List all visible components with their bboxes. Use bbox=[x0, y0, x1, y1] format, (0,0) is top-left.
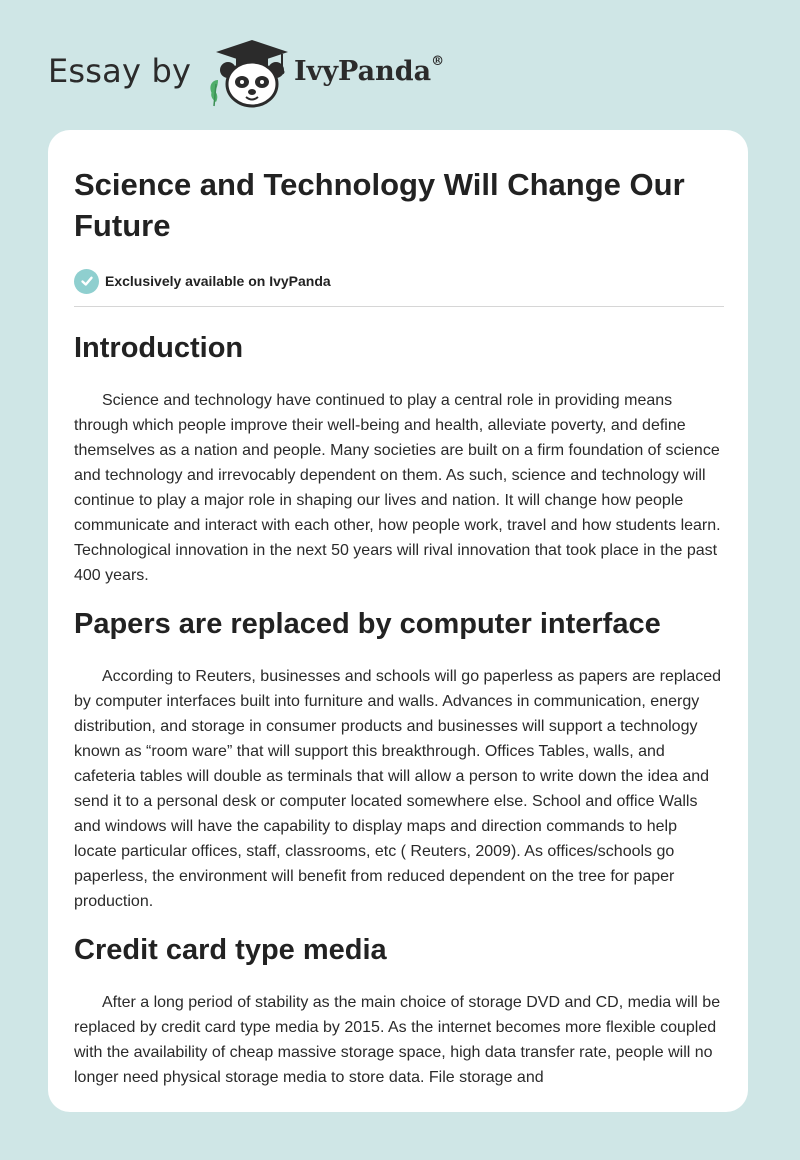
checkmark-circle-icon bbox=[74, 269, 99, 294]
section-credit-card-media bbox=[74, 932, 724, 1090]
panda-logo-icon[interactable] bbox=[202, 36, 290, 108]
section-introduction bbox=[74, 330, 724, 588]
exclusive-badge bbox=[74, 268, 724, 294]
brand-name[interactable]: IvyPanda® bbox=[294, 54, 445, 87]
registered-mark: ® bbox=[431, 54, 445, 69]
section-paragraph: According to Reuters, businesses and schools will go paperless as papers are replaced by computer interfaces built into furniture and walls. Advances in communication, energy distribution, and storage in consumer products and businesses will support a technology known as “room ware” that will support this breakthrough. Offices Tables, walls, and cafeteria tables will double as terminals that will allow a person to write down the idea and send it to a personal desk or computer located somewhere else. School and office Walls and windows will have the capability to display maps and direction commands to help locate particular offices, staff, classrooms, etc ( Reuters, 2009). As offices/schools go paperless, the environment will benefit from reduced dependent on the tree for paper production. bbox=[74, 668, 722, 910]
essay-content bbox=[74, 164, 724, 1090]
exclusive-label: Exclusively available on IvyPanda bbox=[105, 273, 331, 289]
section-heading: Papers are replaced by computer interface bbox=[74, 608, 661, 640]
section-paragraph: Science and technology have continued to play a central role in providing means through which people improve their well-being and health, alleviate poverty, and define themselves as a nation and people. Many societies are built on a firm foundation of science and technology and irrevocably dependent on them. As such, science and technology will continue to play a major role in shaping our lives and nation. It will change how people communicate and interact with each other, how people work, travel and how students learn. Technological innovation in the next 50 years will rival innovation that took place in the past 400 years. bbox=[74, 392, 721, 584]
site-header bbox=[48, 36, 498, 108]
section-papers-replaced bbox=[74, 606, 724, 914]
section-heading: Credit card type media bbox=[74, 934, 387, 966]
divider bbox=[74, 306, 724, 307]
essay-by-label: Essay by bbox=[48, 52, 192, 90]
section-paragraph: After a long period of stability as the main choice of storage DVD and CD, media will be replaced by credit card type media by 2015. As the internet becomes more flexible coupled with the availability of cheap massive storage space, high data transfer rate, people will no longer need physical storage media to store data. File storage and bbox=[74, 994, 721, 1086]
essay-card bbox=[48, 130, 748, 1112]
section-heading: Introduction bbox=[74, 332, 244, 364]
essay-title: Science and Technology Will Change Our Future bbox=[74, 167, 685, 243]
